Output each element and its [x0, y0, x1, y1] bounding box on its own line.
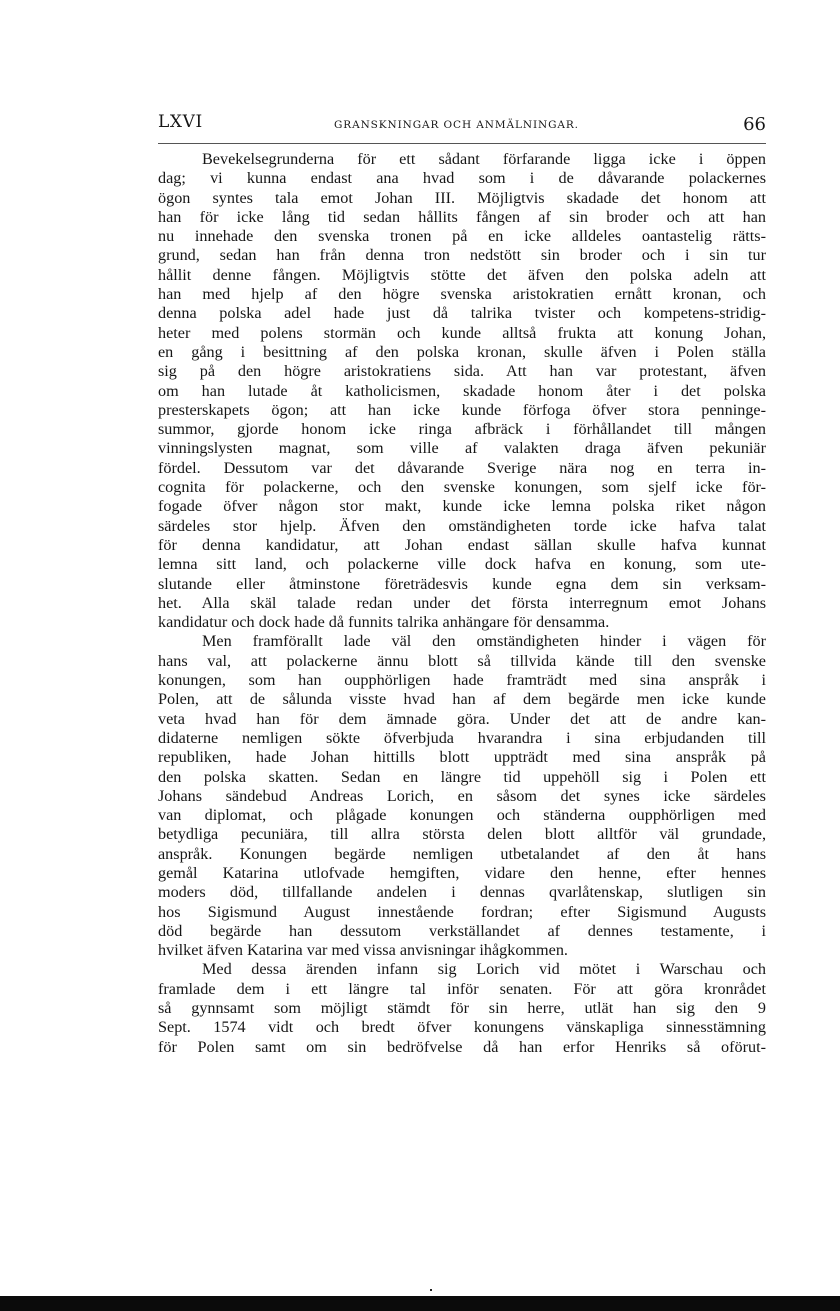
- text-line: särdeles stor hjelp. Äfven den omständigheten torde icke hafva talat: [158, 516, 766, 535]
- text-line: fördel. Dessutom var det dåvarande Sverige nära nog en terra in-: [158, 458, 766, 477]
- text-line: didaterne nemligen sökte öfverbjuda hvarandra i sina erbjudanden till: [158, 728, 766, 747]
- text-line: moders död, tillfallande andelen i dennas qvarlåtenskap, slutligen sin: [158, 883, 766, 902]
- text-line: en gång i besittning af den polska kronan, skulle äfven i Polen ställa: [158, 342, 766, 361]
- text-line: Med dessa ärenden infann sig Lorich vid mötet i Warschau och: [202, 960, 766, 979]
- text-line: den polska skatten. Sedan en längre tid uppehöll sig i Polen ett: [158, 767, 766, 786]
- text-line: van diplomat, och plågade konungen och ständerna oupphörligen med: [158, 806, 766, 825]
- text-line: kandidatur och dock hade då funnits talrika anhängare för densamma.: [158, 613, 610, 632]
- text-line: nu innehade den svenska tronen på en icke alldeles oantastelig rätts-: [158, 227, 766, 246]
- text-line: ögon syntes tala emot Johan III. Möjligtvis skadade det honom att: [158, 188, 766, 207]
- text-line: denna polska adel hade just då talrika tvister och kompetens-stridig-: [158, 304, 766, 323]
- text-line: hos Sigismund August innestående fordran; efter Sigismund Augusts: [158, 902, 766, 921]
- text-line: presterskapets ögon; att han icke kunde förfoga öfver stora penninge-: [158, 400, 766, 419]
- text-line: han med hjelp af den högre svenska aristokratien ernått kronan, och: [158, 285, 766, 304]
- scan-bottom-edge: [0, 1296, 840, 1311]
- arabic-page-number: 66: [743, 114, 766, 135]
- page-header: [158, 112, 766, 146]
- text-line: fogade öfver någon stor makt, kunde icke lemna polska riket någon: [158, 497, 766, 516]
- text-line: veta hvad han för dem ämnade göra. Under det att de andre kan-: [158, 709, 766, 728]
- text-line: Sept. 1574 vidt och bredt öfver konungens vänskapliga sinnesstämning: [158, 1018, 766, 1037]
- text-line: summor, gjorde honom icke ringa afbräck i förhållandet till mången: [158, 420, 766, 439]
- text-line: konungen, som han oupphörligen hade framträdt med sina anspråk i: [158, 671, 766, 690]
- text-line: han för icke lång tid sedan hållits fången af sin broder och att han: [158, 207, 766, 226]
- text-line: cognita för polackerne, och den svenske konungen, som sjelf icke för-: [158, 478, 766, 497]
- text-line: grund, sedan han från denna tron nedstött sin broder och i sin tur: [158, 246, 766, 265]
- text-line: hans val, att polackerne ännu blott så tillvida kände till den svenske: [158, 651, 766, 670]
- text-line: heter med polens stormän och kunde alltså frukta att konung Johan,: [158, 323, 766, 342]
- body-text: [158, 150, 766, 1057]
- text-line: anspråk. Konungen begärde nemligen utbetalandet af den åt hans: [158, 844, 766, 863]
- text-line: betydliga pecuniära, till allra största delen blott alltför väl grundade,: [158, 825, 766, 844]
- text-line: framlade dem i ett längre tal inför senaten. För att göra kronrådet: [158, 979, 766, 998]
- text-line: Polen, att de sålunda visste hvad han af dem begärde men icke kunde: [158, 690, 766, 709]
- roman-page-number: LXVI: [158, 112, 203, 132]
- text-line: Johans sändebud Andreas Lorich, en såsom det synes icke särdeles: [158, 786, 766, 805]
- running-title: GRANSKNINGAR OCH ANMÄLNINGAR.: [334, 119, 579, 131]
- text-line: för denna kandidatur, att Johan endast sällan skulle hafva kunnat: [158, 535, 766, 554]
- text-line: om han lutade åt katholicismen, skadade honom åter i det polska: [158, 381, 766, 400]
- text-line: sig på den högre aristokratiens sida. Att han var protestant, äfven: [158, 362, 766, 381]
- text-line: hvilket äfven Katarina var med vissa anvisningar ihågkommen.: [158, 941, 568, 960]
- text-line: dag; vi kunna endast ana hvad som i de dåvarande polackernes: [158, 169, 766, 188]
- text-line: hållit denne fången. Möjligtvis stötte det äfven den polska adeln att: [158, 265, 766, 284]
- text-line: republiken, hade Johan hittills blott uppträdt med sina anspråk på: [158, 748, 766, 767]
- text-line: vinningslysten magnat, som ville af valakten draga äfven pekuniär: [158, 439, 766, 458]
- text-line: gemål Katarina utlofvade hemgiften, vidare den henne, efter hennes: [158, 863, 766, 882]
- text-line: het. Alla skäl talade redan under det första interregnum emot Johans: [158, 593, 766, 612]
- text-line: så gynnsamt som möjligt stämdt för sin herre, utlät han sig den 9: [158, 999, 766, 1018]
- text-line: Men framförallt lade väl den omständigheten hinder i vägen för: [202, 632, 766, 651]
- header-rule: [158, 143, 766, 144]
- text-line: död begärde han dessutom verkställandet af dennes testamente, i: [158, 921, 766, 940]
- text-line: för Polen samt om sin bedröfvelse då han erfor Henriks så oförut-: [158, 1037, 766, 1056]
- text-line: slutande eller åtminstone företrädesvis kunde egna dem sin verksam-: [158, 574, 766, 593]
- text-line: Bevekelsegrunderna för ett sådant förfarande ligga icke i öppen: [202, 150, 766, 168]
- text-line: lemna sitt land, och polackerne ville dock hafva en konung, som ute-: [158, 555, 766, 574]
- scan-speck: [430, 1289, 432, 1291]
